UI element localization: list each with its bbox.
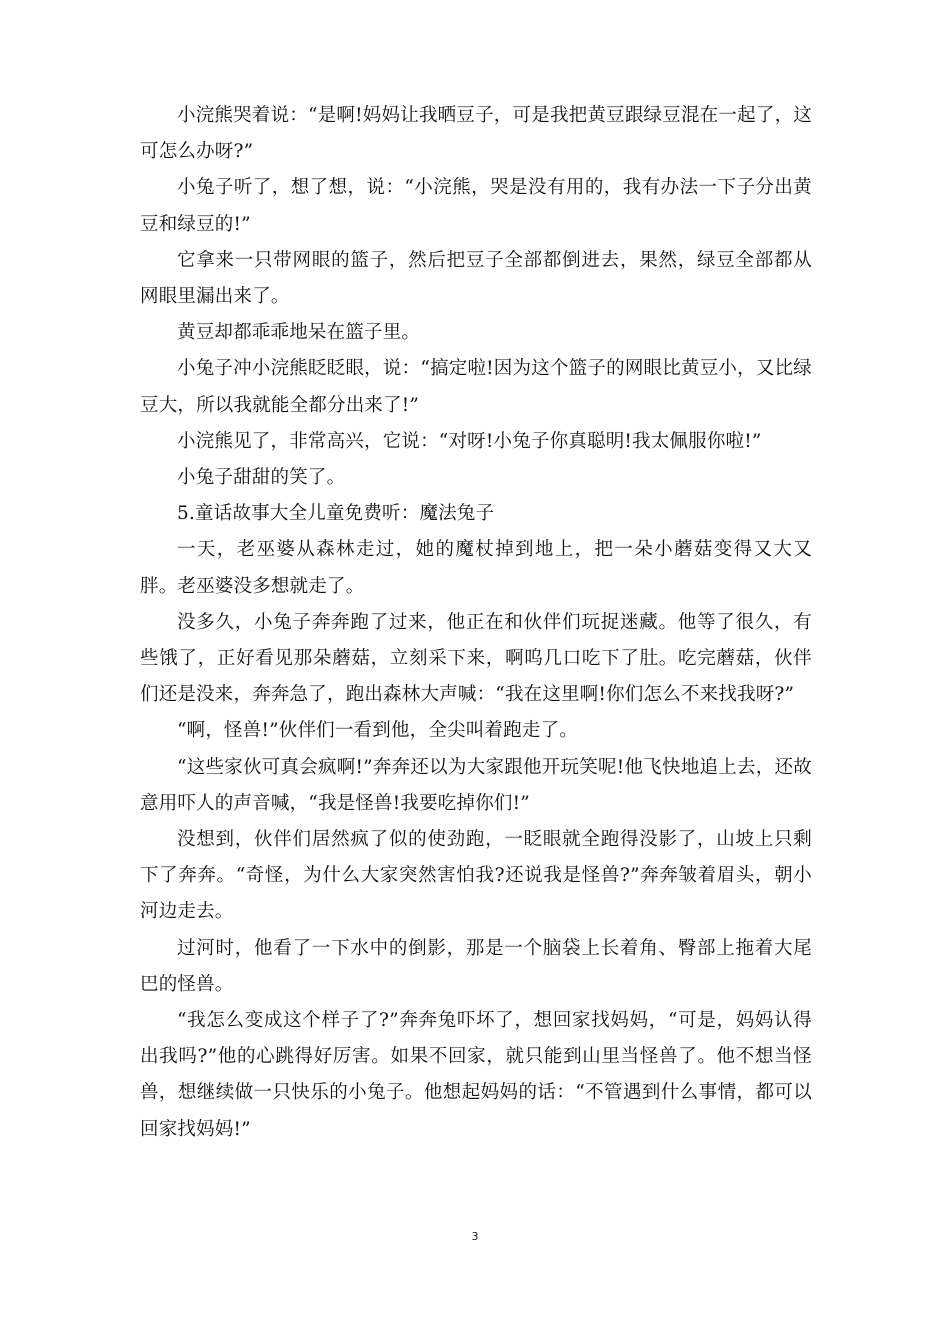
paragraph: 小兔子甜甜的笑了。: [177, 467, 346, 489]
paragraph: 没想到，伙伴们居然疯了似的使劲跑，一眨眼就全跑得没影了，山坡上只剩下了奔奔。“奇怪，为什么大家突然害怕我?还说我是怪兽?”奔奔皱着眉头，朝小河边走去。: [140, 829, 812, 923]
paragraph: 一天，老巫婆从森林走过，她的魔杖掉到地上，把一朵小蘑菇变得又大又胖。老巫婆没多想就走了。: [140, 539, 812, 597]
paragraph: 小浣熊见了，非常高兴，它说：“对呀!小兔子你真聪明!我太佩服你啦!”: [177, 430, 762, 452]
paragraph: 黄豆却都乖乖地呆在篮子里。: [177, 322, 421, 344]
section-heading: 5.童话故事大全儿童免费听：魔法兔子: [177, 503, 495, 525]
paragraph: “啊，怪兽!”伙伴们一看到他，全尖叫着跑走了。: [177, 720, 578, 742]
paragraph: 小兔子听了，想了想，说：“小浣熊，哭是没有用的，我有办法一下子分出黄豆和绿豆的!”: [140, 177, 812, 235]
paragraph: 没多久，小兔子奔奔跑了过来，他正在和伙伴们玩捉迷藏。他等了很久，有些饿了，正好看见那朵蘑菇，立刻采下来，啊呜几口吃下了肚。吃完蘑菇，伙伴们还是没来，奔奔急了，跑出森林大声喊：“我在这里啊!你们怎么不来找我呀?”: [140, 611, 812, 706]
paragraph: 过河时，他看了一下水中的倒影，那是一个脑袋上长着角、臀部上拖着大尾巴的怪兽。: [140, 937, 812, 995]
body-text: [140, 98, 812, 1148]
paragraph: 它拿来一只带网眼的篮子，然后把豆子全部都倒进去，果然，绿豆全部都从网眼里漏出来了。: [140, 249, 812, 308]
paragraph: “这些家伙可真会疯啊!”奔奔还以为大家跟他开玩笑呢!他飞快地追上去，还故意用吓人的声音喊，“我是怪兽!我要吃掉你们!”: [140, 756, 812, 814]
page-number: 3: [471, 1230, 479, 1243]
paragraph: 小浣熊哭着说：“是啊!妈妈让我晒豆子，可是我把黄豆跟绿豆混在一起了，这可怎么办呀?”: [140, 105, 812, 163]
paragraph: 小兔子冲小浣熊眨眨眼，说：“搞定啦!因为这个篮子的网眼比黄豆小，又比绿豆大，所以我就能全都分出来了!”: [140, 358, 812, 416]
paragraph: “我怎么变成这个样子了?”奔奔兔吓坏了，想回家找妈妈，“可是，妈妈认得出我吗?”他的心跳得好厉害。如果不回家，就只能到山里当怪兽了。他不想当怪兽，想继续做一只快乐的小兔子。他想起妈妈的话：“不管遇到什么事情，都可以回家找妈妈!”: [140, 1010, 812, 1140]
